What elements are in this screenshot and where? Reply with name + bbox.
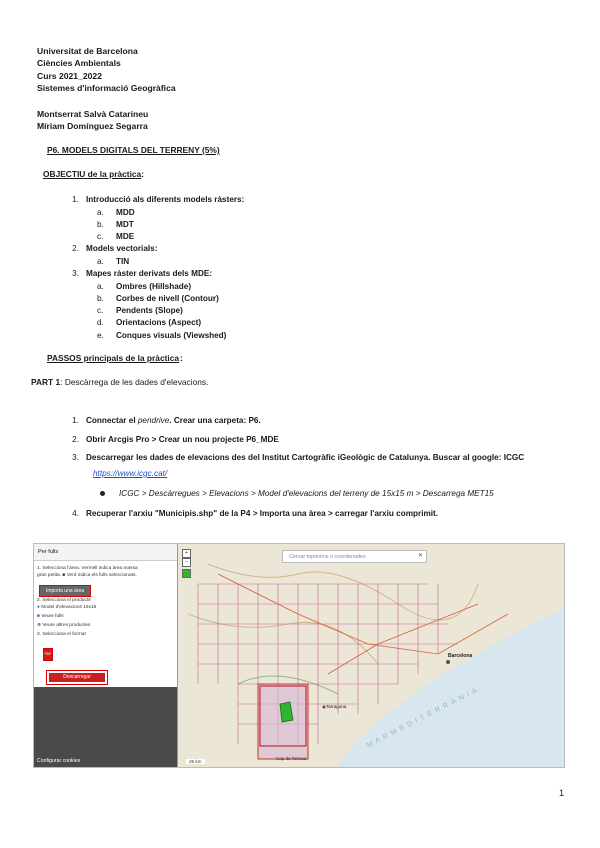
objective-subitem [97,294,219,303]
step-text: Recuperar l'arxiu "Municipis.shp" de la P4 > Importa una àrea > carregar l'arxiu comprimit. [86,509,439,518]
list-number: 3. [72,269,79,278]
part-text: : Descàrrega de les dades d'elevacions. [60,377,209,387]
list-text: Mapes ràster derivats dels MDE: [86,269,213,278]
pdf-format-icon[interactable]: PDF [43,648,53,661]
list-letter: a. [97,257,104,266]
list-text: TIN [116,257,130,266]
objective-subitem [97,331,226,340]
map-label-cap: Cap de Tortosa [276,756,307,761]
list-letter: d. [97,318,104,327]
objective-subitem [97,306,183,315]
step-3 [65,453,524,462]
objective-heading [43,169,144,179]
list-letter: a. [97,208,104,217]
objective-subitem [97,232,134,241]
panel-footer [34,687,177,767]
map-background [178,544,564,767]
part-label: PART 1 [31,377,61,387]
close-icon[interactable]: ✕ [418,553,424,559]
list-letter: a. [97,282,104,291]
objective-item-2 [65,244,157,253]
practice-title: P6. MODELS DIGITALS DEL TERRENY (5%) [47,145,220,155]
list-text: Corbes de nivell (Contour) [116,294,219,303]
list-number: 2. [72,244,79,253]
instruction-1b: gran petita. ■ Verd indica els fulls seleccionats. [37,573,137,578]
instruction-2: 2. Selecciona el producte [37,598,91,603]
step-2 [65,435,279,444]
step-text: Connectar el [86,416,138,425]
step-1 [65,416,261,425]
map-label-tarragona: Tarragona [326,704,347,709]
list-text: Orientacions (Aspect) [116,318,202,327]
objective-label: OBJECTIU de la pràctica [43,169,142,179]
step-number: 3. [72,453,79,462]
step-text: Obrir Arcgis Pro > Crear un nou projecte P6_MDE [86,435,279,444]
step-number: 2. [72,435,79,444]
zoom-in-button[interactable]: + [182,549,191,558]
objective-subitem [97,318,201,327]
step-text: Descarregar les dades de elevacions des del Institut Cartogràfic iGeològic de Catalunya. Buscar al google: ICGC [86,453,525,462]
cookies-link[interactable]: Configurar cookies [37,758,81,764]
list-text: Ombres (Hillshade) [116,282,192,291]
objective-subitem [97,282,191,291]
map-label-sea: M A R M E D I T E R R À N I A [366,687,480,750]
checkbox-label: Veure fulls [41,614,64,619]
list-text: Models vectorials: [86,244,158,253]
tab-per-fulls[interactable]: Per fulls [34,544,177,561]
other-products-label: Veure altres productes [42,623,91,628]
bullet-path [100,489,494,498]
objective-item-1 [65,195,244,204]
objective-colon: : [141,169,145,179]
map-view[interactable] [178,544,564,767]
list-text: MDD [116,208,135,217]
instruction-3: 3. Selecciona el format [37,632,86,637]
product-radio[interactable] [37,605,96,610]
part-heading [31,377,208,387]
step-number: 4. [72,509,79,518]
objective-subitem [97,208,135,217]
list-text: MDT [116,220,134,229]
list-letter: b. [97,294,104,303]
bullet-text: ICGC > Descàrregues > Elevacions > Model d'elevacions del terreny de 15x15 m > Descarrega MET15 [119,489,494,498]
search-input[interactable]: Cercar topònims o coordenades [282,550,427,563]
import-area-button[interactable]: Importa una àrea [39,585,91,597]
plus-icon: ⊕ [37,623,42,628]
list-text: MDE [116,232,135,241]
page-number: 1 [559,788,565,798]
steps-heading: PASSOS principals de la pràctica [47,353,180,363]
author-2: Míriam Domínguez Segarra [37,121,148,132]
list-text: Pendents (Slope) [116,306,183,315]
step-emphasis: pendrive [137,416,170,425]
step-number: 1. [72,416,79,425]
download-label: Descarregar [49,673,105,682]
checkbox-icon: ■ [37,614,40,619]
objective-subitem [97,257,129,266]
other-products-toggle[interactable] [37,623,90,628]
list-letter: e. [97,331,104,340]
map-label-barcelona: Barcelona [448,653,473,659]
product-label: Model d'elevacions 15x15 [41,605,97,610]
instruction-1: 1. Selecciona l'àrea. Vermell indica àrea massa [37,566,138,571]
objective-item-3 [65,269,212,278]
authors-block [37,108,148,133]
step-text-rest: . Crear una carpeta: P6. [169,416,261,425]
layer-toggle-icon[interactable] [182,569,191,578]
download-button[interactable] [46,670,108,685]
header-block [37,45,176,94]
download-panel [34,544,178,767]
degree: Ciències Ambientals [37,58,121,69]
radio-icon: ● [37,605,40,610]
list-text: Conques visuals (Viewshed) [116,331,227,340]
step-4 [65,509,438,518]
icgc-link[interactable]: https://www.icgc.cat/ [93,469,168,478]
author-1: Montserrat Salvà Catarineu [37,109,149,119]
scale-bar: 25 km [186,759,205,764]
bullet-dot-icon [100,491,105,496]
list-text: Introducció als diferents models ràsters: [86,195,245,204]
list-number: 1. [72,195,79,204]
zoom-out-button[interactable]: − [182,558,191,567]
objective-subitem [97,220,134,229]
icgc-screenshot [33,543,565,768]
list-letter: c. [97,232,104,241]
list-letter: c. [97,306,104,315]
steps-colon: : [180,353,183,363]
show-sheets-checkbox[interactable] [37,614,64,619]
course: Curs 2021_2022 [37,70,102,81]
subject: Sistemes d'informació Geogràfica [37,82,176,93]
university: Universitat de Barcelona [37,46,138,56]
list-letter: b. [97,220,104,229]
